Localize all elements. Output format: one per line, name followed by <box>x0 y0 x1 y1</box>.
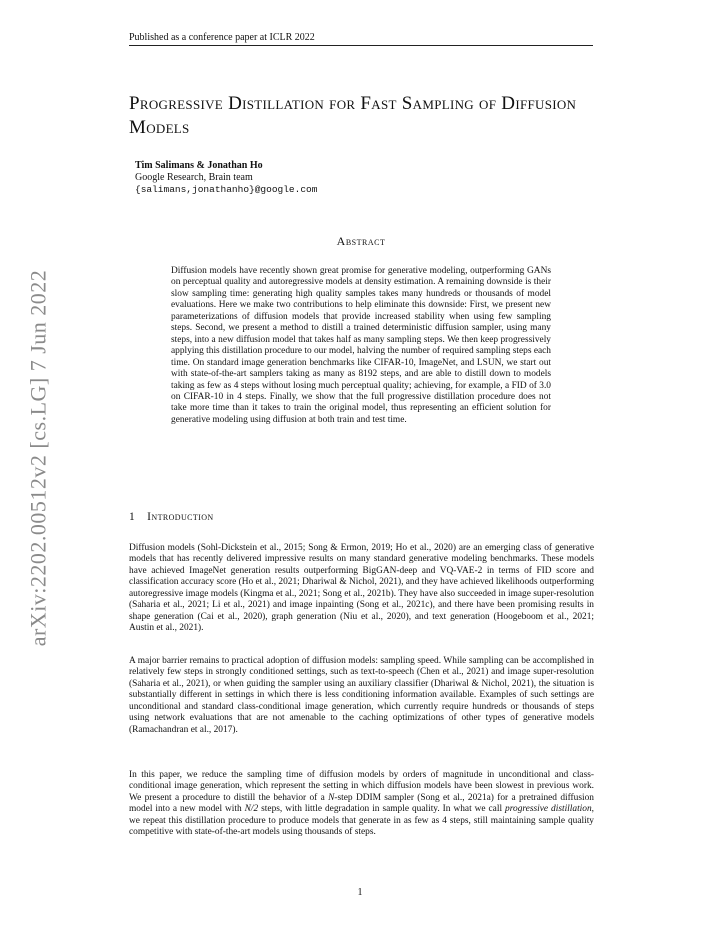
conference-header: Published as a conference paper at ICLR 2022 <box>129 32 593 46</box>
p3-text-mid2: steps, with little degradation in sample quality. In what we call <box>258 804 506 815</box>
abstract-text: Diffusion models have recently shown great promise for generative modeling, outperforming GANs on perceptual quality and autoregressive models at density estimation. A remaining downside is their slow sampling time: generating high quality samples takes many hundreds or thousands of model evaluations. Here we make two contributions to help eliminate this downside: First, we present new parameterizations of diffusion models that provide increased stability when using few sampling steps. Second, we present a method to distill a trained deterministic diffusion sampler, using many steps, into a new diffusion model that takes half as many sampling steps. We then keep progressively applying this distillation procedure to our model, halving the number of required sampling steps each time. On standard image generation benchmarks like CIFAR-10, ImageNet, and LSUN, we start out with state-of-the-art samplers taking as many as 8192 steps, and are able to distill down to models taking as few as 4 steps without losing much perceptual quality; achieving, for example, a FID of 3.0 on CIFAR-10 in 4 steps. Finally, we show that the full progressive distillation procedure does not take more time than it takes to train the original model, thus representing an efficient solution for generative modeling using diffusion at both train and test time. <box>171 266 551 425</box>
author-affiliation: Google Research, Brain team <box>135 172 253 183</box>
p3-text-end: , we repeat this distillation procedure to produce models that generate in as few as 4 steps, still maintaining sample quality competitive with state-of-the-art models using thousands of steps. <box>129 804 594 838</box>
p3-emphasis: progressive distillation <box>505 804 592 815</box>
section-heading-introduction <box>129 511 214 523</box>
paper-title: Progressive Distillation for Fast Sampling of Diffusion Models <box>129 93 577 138</box>
intro-paragraph-3 <box>129 770 594 839</box>
arxiv-identifier-stamp <box>18 258 58 658</box>
page-number: 1 <box>357 887 363 898</box>
section-title: Introduction <box>147 511 214 523</box>
abstract-heading: Abstract <box>336 234 386 248</box>
arxiv-identifier-text: arXiv:2202.00512v2 [cs.LG] 7 Jun 2022 <box>25 269 51 647</box>
p3-text-start: In this paper, we reduce the sampling time of diffusion models by orders of magnitude in unconditional and class-conditional image generation, which represent the setting in which diffusion models have been slowest in previous work. We present a procedure to distill the behavior of a <box>129 770 594 803</box>
p3-math-n: N <box>328 792 335 803</box>
p3-math-n-half: N/2 <box>244 804 259 815</box>
author-email: {salimans,jonathanho}@google.com <box>135 184 318 195</box>
p3-text-mid1: -step DDIM sampler (Song et al., 2021a) for a pretrained diffusion model into a new model with <box>129 792 594 815</box>
author-block <box>135 160 317 196</box>
intro-paragraph-1: Diffusion models (Sohl-Dickstein et al., 2015; Song & Ermon, 2019; Ho et al., 2020) are an emerging class of generative models that has recently delivered impressive results on many standard generative modeling benchmarks. These models have achieved ImageNet generation results outperforming BigGAN-deep and VQ-VAE-2 in terms of FID score and classification accuracy score (Ho et al., 2021; Dhariwal & Nichol, 2021), and they have achieved likelihoods outperforming autoregressive image models (Kingma et al., 2021; Song et al., 2021b). They have also succeeded in image super-resolution (Saharia et al., 2021; Li et al., 2021) and image inpainting (Song et al., 2021c), and there have been promising results in shape generation (Cai et al., 2020), graph generation (Niu et al., 2020), and text generation (Hoogeboom et al., 2021; Austin et al., 2021). <box>129 543 594 634</box>
author-names: Tim Salimans & Jonathan Ho <box>135 160 263 171</box>
intro-paragraph-2: A major barrier remains to practical adoption of diffusion models: sampling speed. While sampling can be accomplished in relatively few steps in strongly conditioned settings, such as text-to-speech (Chen et al., 2021) and image super-resolution (Saharia et al., 2021), or when guiding the sampler using an auxiliary classifier (Dhariwal & Nichol, 2021), the situation is substantially different in settings in which there is less conditioning information available. Examples of such settings are unconditional and standard class-conditional image generation, which currently require hundreds or thousands of steps using network evaluations that are not amenable to the caching optimizations of other types of generative models (Ramachandran et al., 2017). <box>129 656 594 735</box>
section-number: 1 <box>129 511 136 523</box>
